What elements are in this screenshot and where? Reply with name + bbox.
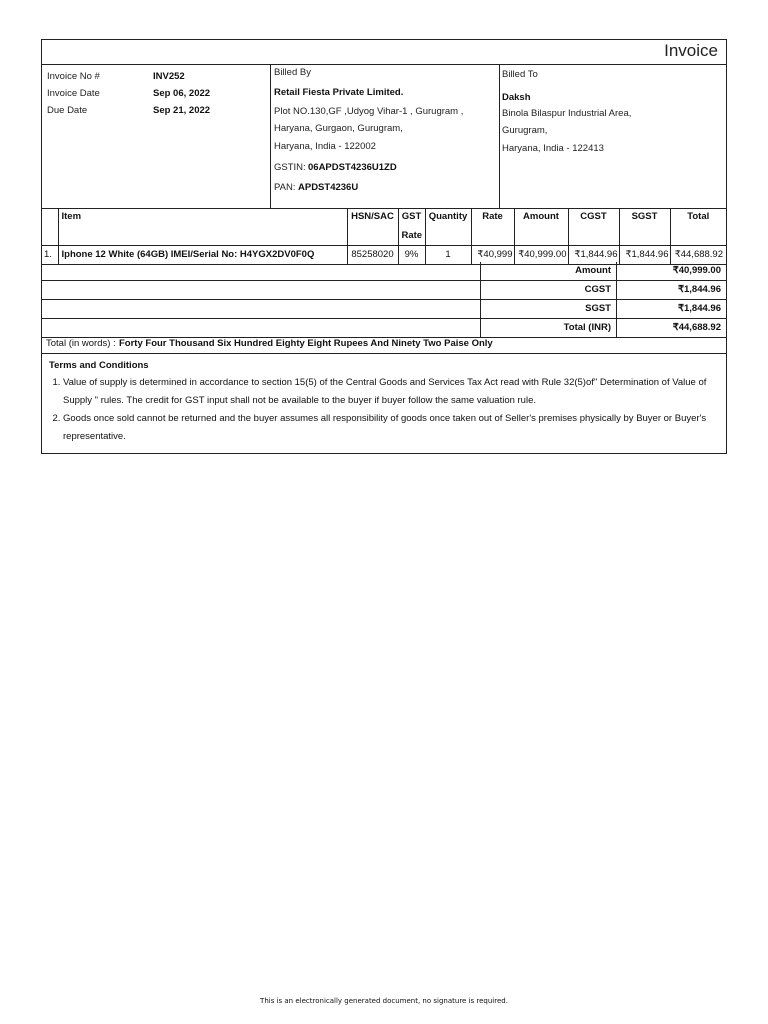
gstin-value: 06APDST4236U1ZD	[308, 162, 397, 173]
header-rate: Rate	[471, 209, 514, 246]
divider	[270, 64, 271, 208]
totals-section	[42, 262, 726, 338]
invoice-title: Invoice	[664, 41, 718, 60]
row-quantity: 1	[425, 246, 471, 265]
invoice-no-value: INV252	[153, 71, 185, 82]
row-rate: ₹40,999	[471, 246, 514, 265]
header-gst	[398, 209, 425, 246]
totals-amount-label: Amount	[575, 265, 611, 276]
list-item: 1. Value of supply is determined in accordance to section 15(5) of the Central Goods and Services Tax Act read with Rule 32(5)of" Determination of Value of Supply " rules. The credit for GST input shall not be available to the buyer if buyer follow the same valuation rule.	[63, 374, 723, 409]
row-cgst: ₹1,844.96	[568, 246, 619, 265]
divider	[499, 64, 500, 208]
invoice-date-label: Invoice Date	[47, 88, 100, 99]
invoice-document	[41, 39, 727, 454]
billed-by-address-line2: Haryana, Gurgaon, Gurugram,	[274, 123, 403, 134]
totals-sgst-label: SGST	[585, 303, 611, 314]
header-item: Item	[58, 209, 347, 246]
billed-by-address-line3: Haryana, India - 122002	[274, 141, 376, 152]
due-date-label: Due Date	[47, 105, 88, 116]
header-amount: Amount	[514, 209, 568, 246]
invoice-info-section	[42, 64, 726, 209]
header-index	[42, 209, 58, 246]
totals-total-value: ₹44,688.92	[672, 322, 721, 333]
billed-to-name: Daksh	[502, 92, 531, 103]
billed-by-address-line1: Plot NO.130,GF ,Udyog Vihar-1 , Gurugram ,	[274, 106, 464, 117]
header-cgst: CGST	[568, 209, 619, 246]
gstin-label: GSTIN:	[274, 162, 306, 173]
totals-cgst-value: ₹1,844.96	[677, 284, 721, 295]
totals-row-cgst	[42, 281, 726, 300]
invoice-title-row	[42, 40, 726, 65]
totals-amount-value: ₹40,999.00	[672, 265, 721, 276]
items-table-header	[42, 209, 726, 246]
pan-value: APDST4236U	[298, 182, 359, 193]
header-quantity: Quantity	[425, 209, 471, 246]
totals-row-amount	[42, 262, 726, 281]
billed-by-label: Billed By	[274, 67, 311, 78]
billed-to-address-line2: Gurugram,	[502, 125, 548, 136]
due-date-value: Sep 21, 2022	[153, 105, 211, 116]
total-in-words-label: Total (in words) :	[46, 338, 116, 349]
header-gst-sublabel: Rate	[401, 230, 423, 241]
totals-sgst-value: ₹1,844.96	[677, 303, 721, 314]
row-gst-rate: 9%	[398, 246, 425, 265]
list-item: 2. Goods once sold cannot be returned and the buyer assumes all responsibility of goods once taken out of Seller's premises physically by Buyer or Buyer's representative.	[63, 410, 723, 445]
total-in-words-value: Forty Four Thousand Six Hundred Eighty Eight Rupees And Ninety Two Paise Only	[119, 338, 493, 349]
header-sgst: SGST	[619, 209, 670, 246]
billed-by-name: Retail Fiesta Private Limited.	[274, 87, 404, 98]
terms-heading: Terms and Conditions	[49, 360, 149, 371]
header-total: Total	[670, 209, 726, 246]
header-gst-label: GST	[401, 211, 422, 222]
totals-total-label: Total (INR)	[563, 322, 611, 333]
pan-label: PAN:	[274, 182, 296, 193]
footer-note: This is an electronically generated document, no signature is required.	[260, 997, 508, 1005]
row-item: Iphone 12 White (64GB) IMEI/Serial No: H4YGX2DV0F0Q	[58, 246, 347, 265]
invoice-date-value: Sep 06, 2022	[153, 88, 211, 99]
items-table	[42, 208, 726, 265]
billed-to-address-line3: Haryana, India - 122413	[502, 143, 604, 154]
row-total: ₹44,688.92	[670, 246, 726, 265]
row-amount: ₹40,999.00	[514, 246, 568, 265]
row-hsn: 85258020	[347, 246, 398, 265]
total-in-words	[42, 335, 726, 354]
header-hsn: HSN/SAC	[347, 209, 398, 246]
totals-row-sgst	[42, 300, 726, 319]
row-sgst: ₹1,844.96	[619, 246, 670, 265]
row-index: 1.	[42, 246, 58, 265]
totals-cgst-label: CGST	[584, 284, 611, 295]
invoice-no-label: Invoice No #	[47, 71, 100, 82]
terms-list	[49, 374, 723, 446]
billed-to-label: Billed To	[502, 69, 538, 80]
billed-to-address-line1: Binola Bilaspur Industrial Area,	[502, 108, 632, 119]
